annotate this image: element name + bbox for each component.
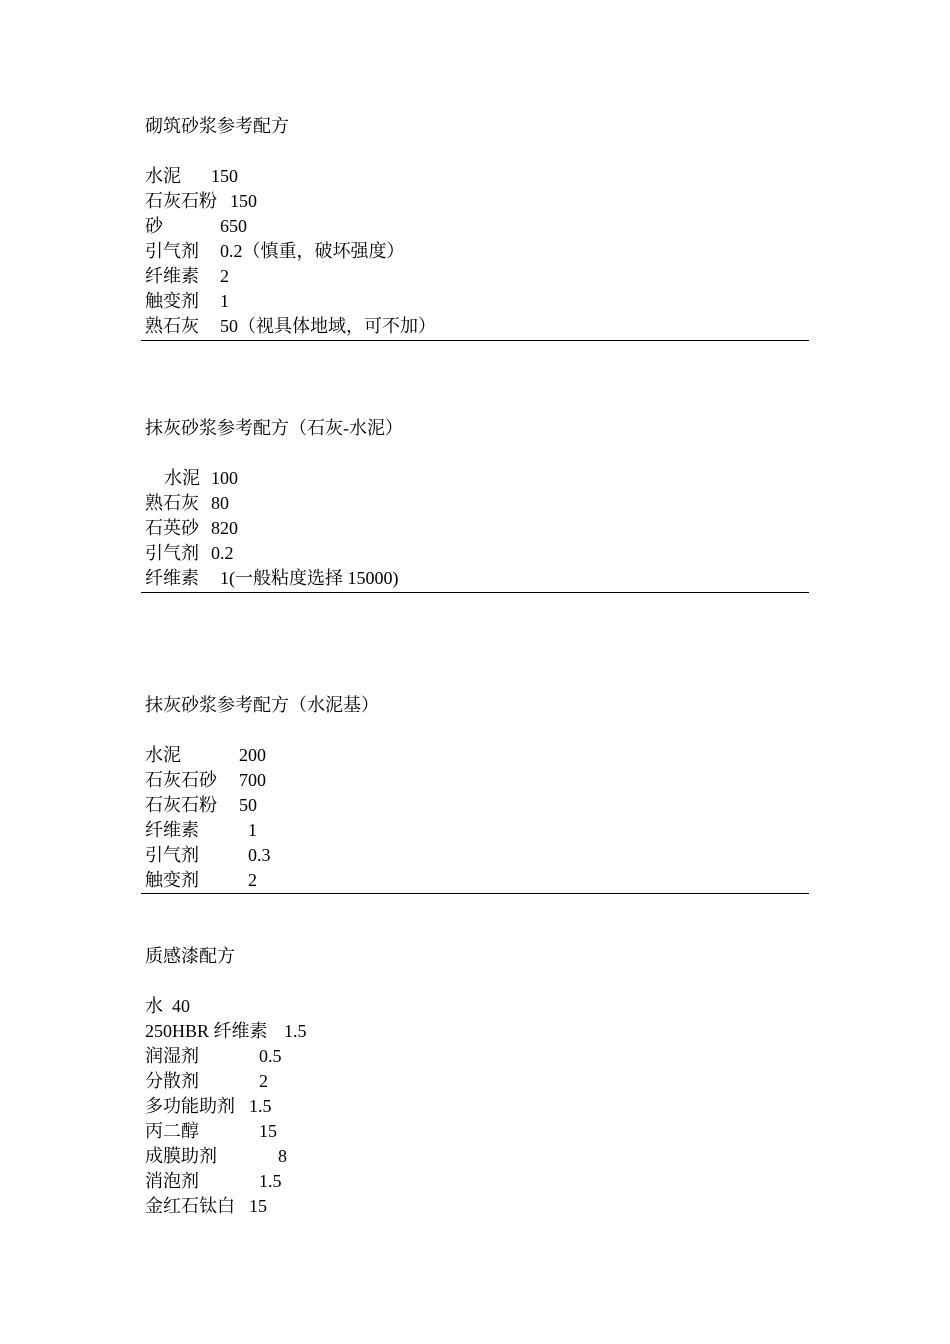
ingredient-value: 0.3 — [248, 845, 271, 865]
ingredient-value: 1 — [248, 820, 257, 840]
ingredient-value: 2 — [259, 1071, 268, 1091]
ingredient-value: 40 — [172, 996, 190, 1016]
recipe-row — [145, 567, 399, 655]
ingredient-name: 引气剂 — [145, 543, 199, 563]
ingredient-name: 熟石灰 — [145, 316, 199, 336]
ingredient-name: 金红石钛白 — [145, 1196, 235, 1216]
section-divider — [141, 592, 809, 593]
ingredient-name: 250HBR 纤维素 — [145, 1021, 268, 1041]
ingredient-name: 水 — [145, 996, 163, 1016]
ingredient-value: 150 — [211, 166, 238, 186]
ingredient-value: 15 — [249, 1196, 267, 1216]
ingredient-value: 820 — [211, 518, 238, 538]
ingredient-value: 700 — [239, 770, 266, 790]
ingredient-value: 150 — [230, 191, 257, 211]
ingredient-name: 多功能助剂 — [145, 1096, 235, 1116]
ingredient-value: 8 — [278, 1146, 287, 1166]
ingredient-value: 0.5 — [259, 1046, 282, 1066]
recipe-row — [145, 315, 436, 403]
ingredient-name: 石灰石砂 — [145, 770, 217, 790]
ingredient-name: 纤维素 — [145, 820, 199, 840]
ingredient-value: 1.5 — [249, 1096, 272, 1116]
ingredient-name: 消泡剂 — [145, 1171, 199, 1191]
ingredient-value: 1.5 — [259, 1171, 282, 1191]
ingredient-value: 50（视具体地域，可不加） — [220, 316, 436, 336]
section-title: 抹灰砂浆参考配方（水泥基） — [145, 695, 379, 715]
ingredient-name: 水泥 — [145, 745, 181, 765]
ingredient-name: 石灰石粉 — [145, 191, 217, 211]
ingredient-name: 丙二醇 — [145, 1121, 199, 1141]
recipe-row — [145, 1195, 267, 1283]
ingredient-name: 润湿剂 — [145, 1046, 199, 1066]
section-title: 抹灰砂浆参考配方（石灰-水泥） — [145, 418, 403, 438]
ingredient-value: 15 — [259, 1121, 277, 1141]
section-title: 砌筑砂浆参考配方 — [145, 116, 289, 136]
ingredient-name: 纤维素 — [145, 266, 199, 286]
ingredient-name: 触变剂 — [145, 870, 199, 890]
ingredient-value: 2 — [248, 870, 257, 890]
ingredient-name: 引气剂 — [145, 845, 199, 865]
ingredient-name: 石英砂 — [145, 518, 199, 538]
ingredient-value: 80 — [211, 493, 229, 513]
ingredient-value: 0.2（慎重，破坏强度） — [220, 241, 405, 261]
ingredient-name: 水泥 — [164, 468, 200, 488]
ingredient-value: 1 — [220, 291, 229, 311]
ingredient-name: 分散剂 — [145, 1071, 199, 1091]
ingredient-value: 200 — [239, 745, 266, 765]
ingredient-name: 砂 — [145, 216, 163, 236]
section-divider — [141, 340, 809, 341]
ingredient-value: 650 — [220, 216, 247, 236]
ingredient-value: 1(一般粘度选择 15000) — [220, 568, 399, 588]
ingredient-name: 水泥 — [145, 166, 181, 186]
ingredient-value: 2 — [220, 266, 229, 286]
ingredient-value: 1.5 — [284, 1021, 307, 1041]
ingredient-name: 引气剂 — [145, 241, 199, 261]
ingredient-value: 100 — [211, 468, 238, 488]
section-divider — [141, 893, 809, 894]
ingredient-name: 石灰石粉 — [145, 795, 217, 815]
ingredient-value: 50 — [239, 795, 257, 815]
ingredient-name: 纤维素 — [145, 568, 199, 588]
section-title: 质感漆配方 — [145, 946, 235, 966]
ingredient-name: 熟石灰 — [145, 493, 199, 513]
ingredient-name: 触变剂 — [145, 291, 199, 311]
ingredient-name: 成膜助剂 — [145, 1146, 217, 1166]
ingredient-value: 0.2 — [211, 543, 234, 563]
